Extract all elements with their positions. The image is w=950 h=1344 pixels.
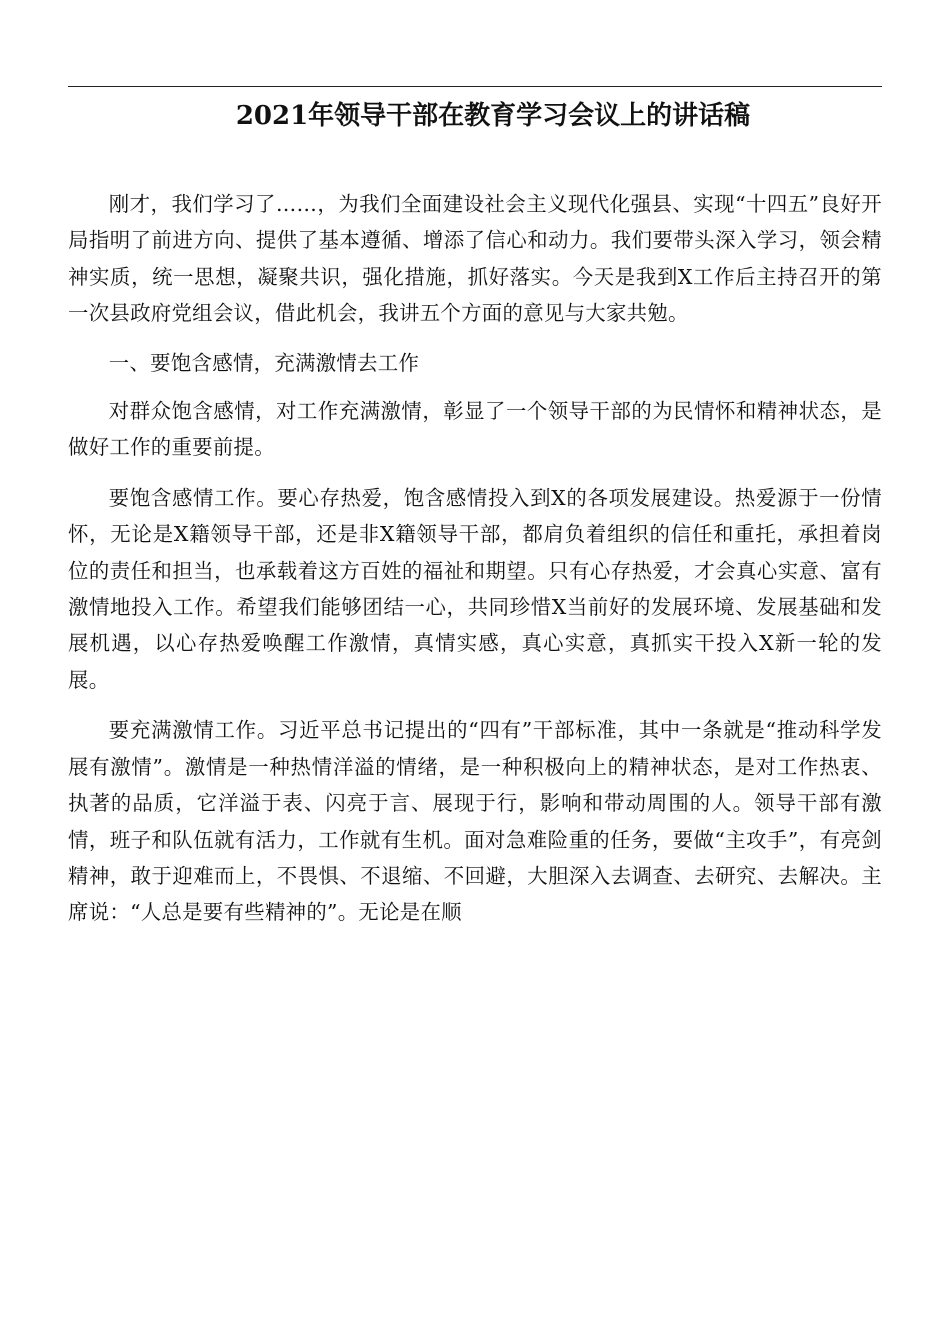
document-title: 2021年领导干部在教育学习会议上的讲话稿 (235, 101, 751, 131)
body-paragraph-3: 要充满激情工作。习近平总书记提出的“四有”干部标准，其中一条就是“推动科学发展有激情”。激情是一种热情洋溢的情绪，是一种积极向上的精神状态，是对工作热衷、执著的品质，它洋溢于表、闪亮于言、展现于行，影响和带动周围的人。领导干部有激情，班子和队伍就有活力，工作就有生机。面对急难险重的任务，要做“主攻手”，有亮剑精神，敢于迎难而上，不畏惧、不退缩、不回避，大胆深入去调查、去研究、去解决。主席说：“人总是要有些精神的”。无论是在顺 (68, 718, 882, 925)
intro-paragraph: 刚才，我们学习了……，为我们全面建设社会主义现代化强县、实现“十四五”良好开局指明了前进方向、提供了基本遵循、增添了信心和动力。我们要带头深入学习，领会精神实质，统一思想，凝聚共识，强化措施，抓好落实。今天是我到X工作后主持召开的第一次县政府党组会议，借此机会，我讲五个方面的意见与大家共勉。 (68, 192, 882, 326)
header-rule (68, 86, 882, 87)
body-paragraph-1: 对群众饱含感情，对工作充满激情，彰显了一个领导干部的为民情怀和精神状态，是做好工作的重要前提。 (68, 399, 882, 460)
body-paragraph-2: 要饱含感情工作。要心存热爱，饱含感情投入到X的各项发展建设。热爱源于一份情怀，无论是X籍领导干部，还是非X籍领导干部，都肩负着组织的信任和重托，承担着岗位的责任和担当，也承载着这方百姓的福祉和期望。只有心存热爱，才会真心实意、富有激情地投入工作。希望我们能够团结一心，共同珍惜X当前好的发展环境、发展基础和发展机遇，以心存热爱唤醒工作激情，真情实感，真心实意，真抓实干投入X新一轮的发展。 (68, 485, 882, 692)
section-heading-1: 一、要饱含感情，充满激情去工作 (108, 350, 420, 375)
document-body (68, 186, 882, 931)
